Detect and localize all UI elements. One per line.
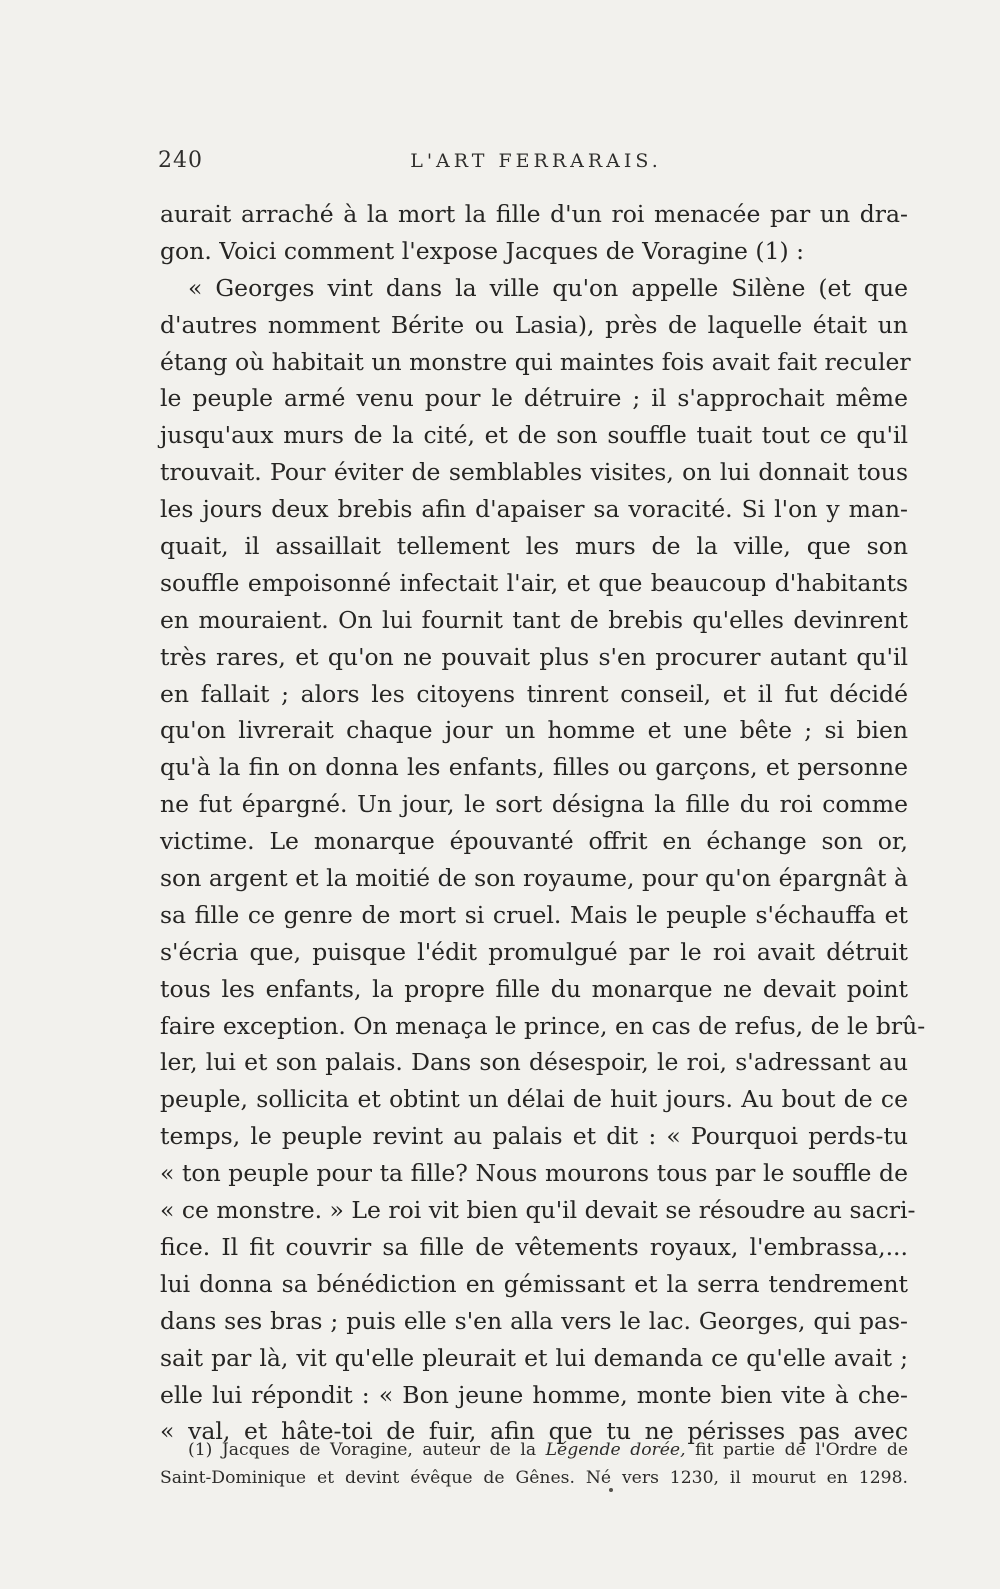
text-line: elle lui répondit : « Bon jeune homme, monte bien vite à che- xyxy=(160,1380,908,1409)
text-line: « ce monstre. » Le roi vit bien qu'il devait se résoudre au sacri- xyxy=(160,1196,916,1225)
main-text xyxy=(160,196,926,1450)
ink-speck xyxy=(609,1488,613,1492)
text-line: quait, il assaillait tellement les murs de la ville, que son xyxy=(160,532,908,561)
text-line: qu'on livrerait chaque jour un homme et une bête ; si bien xyxy=(160,716,908,745)
text-line: le peuple armé venu pour le détruire ; il s'approchait même xyxy=(160,384,908,413)
text-line: aurait arraché à la mort la fille d'un roi menacée par un dra- xyxy=(160,200,908,228)
text-line: en mouraient. On lui fournit tant de brebis qu'elles devinrent xyxy=(160,605,908,634)
text-line: « ton peuple pour ta fille? Nous mourons tous par le souffle de xyxy=(160,1159,908,1188)
text-line: « Georges vint dans la ville qu'on appelle Silène (et que xyxy=(188,273,908,302)
text-line: les jours deux brebis afin d'apaiser sa voracité. Si l'on y man- xyxy=(160,495,908,524)
text-line: faire exception. On menaça le prince, en cas de refus, de le brû- xyxy=(160,1011,926,1040)
text-line: ler, lui et son palais. Dans son désespoir, le roi, s'adressant au xyxy=(160,1048,908,1077)
footnote-book-title: Légende dorée, xyxy=(545,1440,686,1460)
text-line: tous les enfants, la propre fille du monarque ne devait point xyxy=(160,974,908,1003)
text-line: qu'à la fin on donna les enfants, filles ou garçons, et personne xyxy=(160,753,908,782)
text-line: ne fut épargné. Un jour, le sort désigna la fille du roi comme xyxy=(160,790,908,819)
footnote-text: (1) Jacques de Voragine, auteur de la xyxy=(188,1440,546,1460)
text-line: lui donna sa bénédiction en gémissant et la serra tendrement xyxy=(160,1269,908,1298)
text-line: gon. Voici comment l'expose Jacques de Voragine (1) : xyxy=(160,236,805,265)
text-line: peuple, sollicita et obtint un délai de huit jours. Au bout de ce xyxy=(160,1085,908,1114)
text-line: victime. Le monarque épouvanté offrit en échange son or, xyxy=(160,827,908,856)
running-head xyxy=(158,148,914,188)
running-title: L'ART FERRARAIS. xyxy=(410,150,662,172)
text-line: en fallait ; alors les citoyens tinrent conseil, et il fut décidé xyxy=(160,679,908,708)
text-line: trouvait. Pour éviter de semblables visites, on lui donnait tous xyxy=(160,458,908,487)
footnote-line: Saint-Dominique et devint évêque de Gênes. Né vers 1230, il mourut en 1298. xyxy=(160,1468,908,1488)
text-line: temps, le peuple revint au palais et dit : « Pourquoi perds-tu xyxy=(160,1122,908,1151)
text-line: jusqu'aux murs de la cité, et de son souffle tuait tout ce qu'il xyxy=(160,421,908,450)
text-line: étang où habitait un monstre qui maintes fois avait fait reculer xyxy=(160,347,911,376)
text-line: fice. Il fit couvrir sa fille de vêtements royaux, l'embrassa,... xyxy=(160,1232,908,1261)
footnote-line xyxy=(160,1436,908,1464)
page-number: 240 xyxy=(158,148,203,173)
text-line: très rares, et qu'on ne pouvait plus s'en procurer autant qu'il xyxy=(160,642,908,671)
footnote xyxy=(160,1436,908,1492)
text-line: « val, et hâte-toi de fuir, afin que tu ne périsses pas avec xyxy=(160,1417,908,1446)
text-line: sa fille ce genre de mort si cruel. Mais le peuple s'échauffa et xyxy=(160,900,908,929)
text-line: sait par là, vit qu'elle pleurait et lui demanda ce qu'elle avait ; xyxy=(160,1343,908,1372)
text-line: son argent et la moitié de son royaume, pour qu'on épargnât à xyxy=(160,864,908,893)
text-line: souffle empoisonné infectait l'air, et que beaucoup d'habitants xyxy=(160,568,908,597)
footnote-text: fit partie de l'Ordre de xyxy=(685,1440,908,1460)
text-line: s'écria que, puisque l'édit promulgué par le roi avait détruit xyxy=(160,937,908,966)
text-line: dans ses bras ; puis elle s'en alla vers le lac. Georges, qui pas- xyxy=(160,1306,908,1335)
text-line: d'autres nomment Bérite ou Lasia), près de laquelle était un xyxy=(160,310,908,339)
